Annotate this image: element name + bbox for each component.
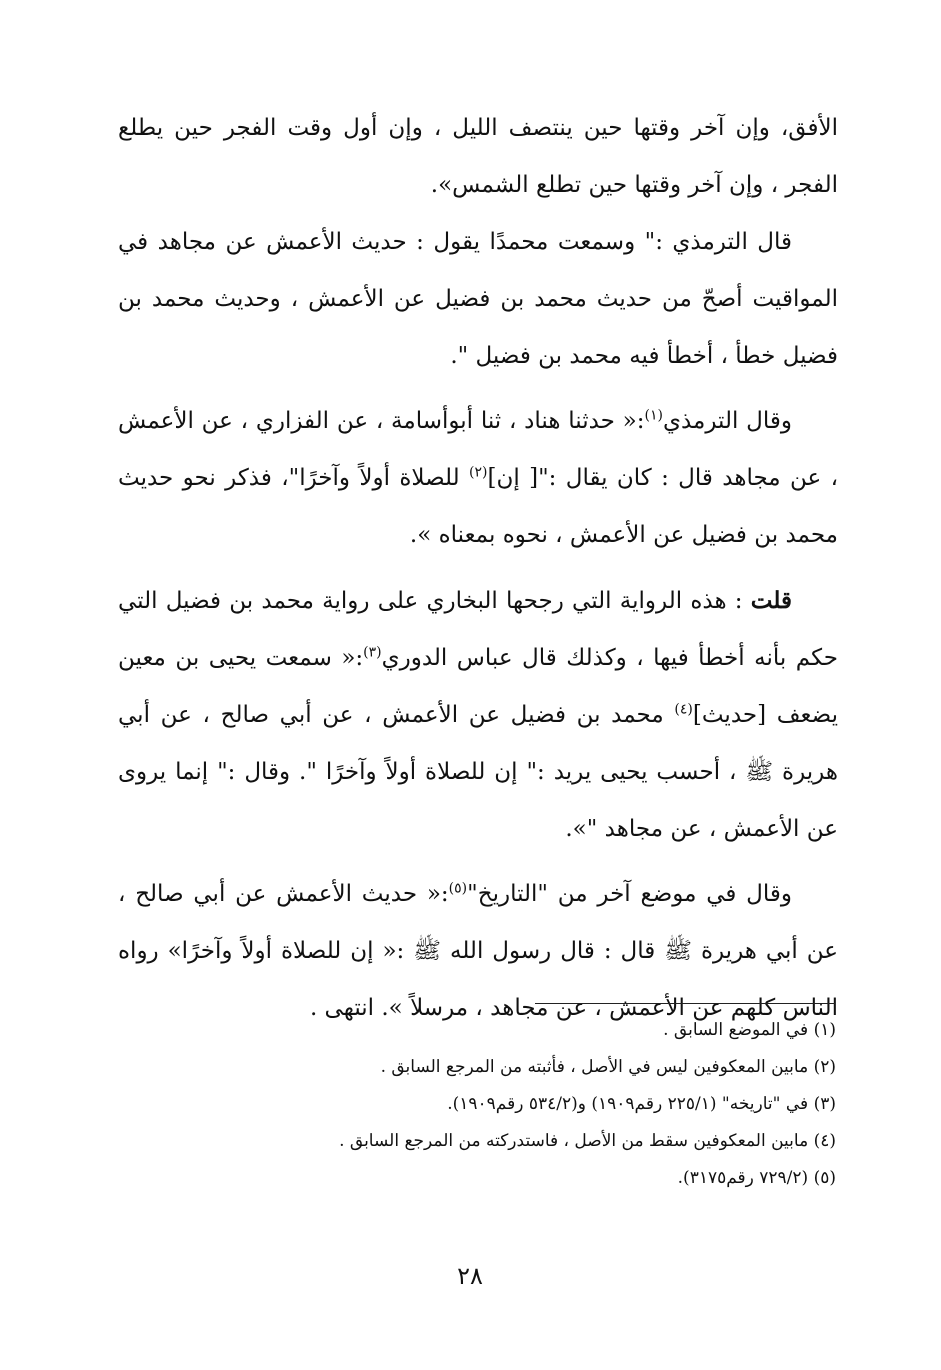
paragraph-5-text-b: :« حديث الأعمش عن أبي صالح ، عن أبي هريرة ﷺ قال : قال رسول الله ﷺ :« إن للصلاة أولاً وآخرًا» رواه الناس كلهم عن الأعمش ، عن مجاهد ، مرسلاً ». انتهى .: [118, 881, 838, 1021]
footnote-5: (٥) (٧٢٩/٢ رقم٣١٧٥).: [677, 1168, 836, 1188]
paragraph-3-text-c: للصلاة أولاً وآخرًا"، فذكر نحو حديث محمد بن فضيل عن الأعمش ، نحوه بمعناه ».: [118, 465, 838, 548]
footnote-1: (١) في الموضع السابق .: [663, 1020, 836, 1040]
paragraph-1: [118, 100, 838, 214]
paragraph-3-text-a: وقال الترمذي: [662, 408, 792, 434]
footnote-ref-5: (٥): [448, 880, 468, 897]
paragraph-5-text-a: وقال في موضع آخر من "التاريخ": [467, 881, 793, 907]
footnote-ref-2: (٢): [469, 464, 488, 481]
footnote-separator: [535, 1003, 835, 1004]
paragraph-4-text-b: :« سمعت يحيى بن معين يضعف [حديث]: [118, 645, 838, 728]
footnote-4: (٤) مابين المعكوفين سقط من الأصل ، فاستدركته من المرجع السابق .: [339, 1131, 836, 1151]
footnote-ref-1: (١): [644, 407, 663, 424]
page-number: ٢٨: [457, 1262, 483, 1290]
qult-label: قلت: [750, 587, 792, 614]
footnote-ref-4: (٤): [674, 701, 693, 718]
paragraph-4: [118, 572, 838, 858]
footnote-2: (٢) مابين المعكوفين ليس في الأصل ، فأثبته من المرجع السابق .: [380, 1057, 836, 1077]
paragraph-2-text: قال الترمذي :" وسمعت محمدًا يقول : حديث الأعمش عن مجاهد في المواقيت أصحّ من حديث محمد بن فضيل عن الأعمش ، وحديث محمد بن فضيل خطأ ، أخطأ فيه محمد بن فضيل ".: [118, 229, 838, 369]
paragraph-3-text-b: :« حدثنا هناد ، ثنا أبوأسامة ، عن الفزاري ، عن الأعمش ، عن مجاهد قال : كان يقال :"[ إن]: [118, 408, 838, 491]
paragraph-3: [118, 393, 838, 564]
paragraph-4-text-a: : هذه الرواية التي رجحها البخاري على رواية محمد بن فضيل التي حكم بأنه أخطأ فيها ، وكذلك قال عباس الدوري: [118, 588, 838, 671]
main-text: [118, 100, 838, 1037]
paragraph-4-text-c: محمد بن فضيل عن الأعمش ، عن أبي صالح ، عن أبي هريرة ﷺ ، أحسب يحيى يريد :" إن للصلاة أولاً وآخرًا ". وقال :" إنما يروى عن الأعمش ، عن مجاهد "».: [118, 702, 838, 842]
footnotes: [200, 1012, 836, 1197]
footnote-ref-3: (٣): [363, 644, 382, 661]
paragraph-2: [118, 214, 838, 385]
footnote-3: (٣) في "تاريخه" (٢٢٥/١ رقم١٩٠٩) و(٥٣٤/٢ رقم١٩٠٩).: [447, 1094, 836, 1114]
paragraph-1-text: الأفق، وإن آخر وقتها حين ينتصف الليل ، وإن أول وقت الفجر حين يطلع الفجر ، وإن آخر وقتها حين تطلع الشمس».: [118, 115, 838, 198]
